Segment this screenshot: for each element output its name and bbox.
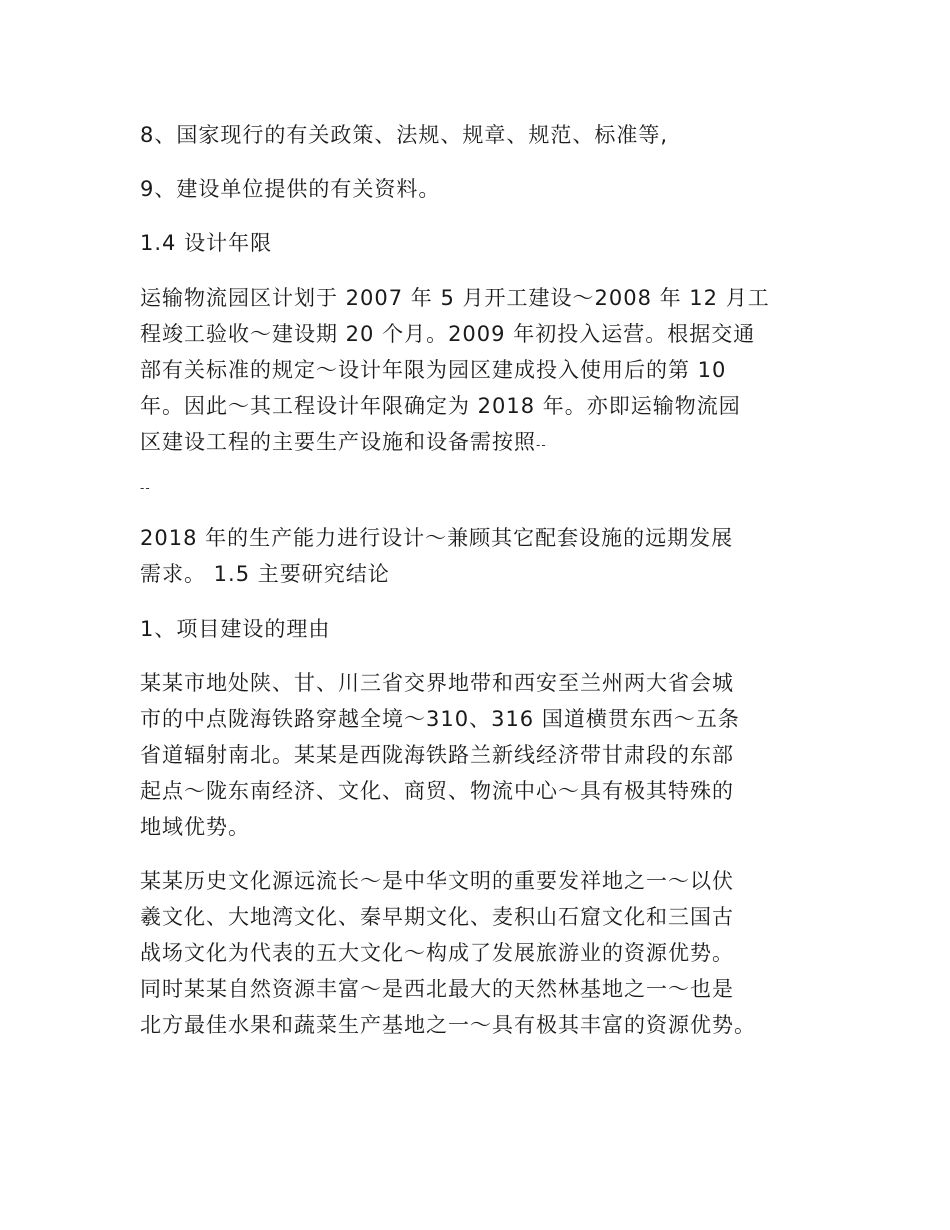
heading-text: 1、项目建设的理由	[140, 617, 331, 641]
text-line: 程竣工验收～建设期 20 个月。2009 年初投入运营。根据交通	[140, 322, 756, 346]
text-line: 8、国家现行的有关政策、法规、规章、规范、标准等,	[140, 123, 669, 147]
continuation-paragraph	[140, 520, 820, 592]
page-break-marker: --	[140, 481, 151, 495]
item-1-heading	[140, 611, 820, 647]
text-line: 同时某某自然资源丰富～是西北最大的天然林基地之一～也是	[140, 977, 734, 1001]
text-line: 需求。 1.5 主要研究结论	[140, 562, 390, 586]
design-period-paragraph	[140, 280, 820, 460]
reason-paragraph-2	[140, 863, 820, 1043]
text-line: 北方最佳水果和蔬菜生产基地之一～具有极其丰富的资源优势。	[140, 1013, 756, 1037]
text-line: 运输物流园区计划于 2007 年 5 月开工建设～2008 年 12 月工	[140, 286, 770, 310]
text-line	[140, 424, 820, 460]
text-line: 市的中点陇海铁路穿越全境～310、316 国道横贯东西～五条	[140, 707, 740, 731]
text-line: 某某市地处陕、甘、川三省交界地带和西安至兰州两大省会城	[140, 671, 734, 695]
page-break-marker-line	[140, 470, 820, 506]
text-line: 2018 年的生产能力进行设计～兼顾其它配套设施的远期发展	[140, 526, 734, 550]
reason-paragraph-1	[140, 665, 820, 845]
text-line: 年。因此～其工程设计年限确定为 2018 年。亦即运输物流园	[140, 394, 741, 418]
heading-text: 1.4 设计年限	[140, 231, 273, 255]
text-line: 某某历史文化源远流长～是中华文明的重要发祥地之一～以伏	[140, 869, 734, 893]
list-item-8	[140, 117, 820, 153]
text-line: 战场文化为代表的五大文化～构成了发展旅游业的资源优势。	[140, 941, 734, 965]
text-line: 部有关标准的规定～设计年限为园区建成投入使用后的第 10	[140, 358, 727, 382]
list-item-9	[140, 171, 820, 207]
section-heading-1-4	[140, 225, 820, 261]
text-fragment: 区建设工程的主要生产设施和设备需按照	[140, 430, 536, 454]
page-break-marker: --	[536, 438, 547, 452]
text-line: 省道辐射南北。某某是西陇海铁路兰新线经济带甘肃段的东部	[140, 743, 734, 767]
text-line: 地域优势。	[140, 815, 250, 839]
text-line: 羲文化、大地湾文化、秦早期文化、麦积山石窟文化和三国古	[140, 905, 734, 929]
text-line: 9、建设单位提供的有关资料。	[140, 177, 441, 201]
text-line: 起点～陇东南经济、文化、商贸、物流中心～具有极其特殊的	[140, 779, 734, 803]
